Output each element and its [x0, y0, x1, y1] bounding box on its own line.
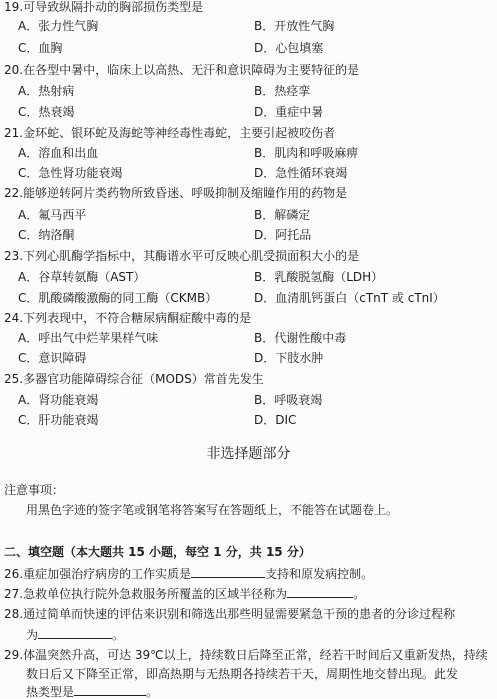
option-d: D．重症中暑 — [254, 105, 324, 119]
option-c: C．肝功能衰竭 — [18, 413, 99, 427]
option-a: A．呼出气中烂苹果样气味 — [18, 331, 159, 345]
option-c: C．肌酸磷酸激酶的同工酶（CKMB） — [18, 291, 218, 305]
option-c: C．急性肾功能衰竭 — [18, 166, 123, 180]
option-a: A．热射病 — [18, 84, 75, 98]
question-number: 19. — [4, 0, 24, 14]
option-b: B．代谢性酸中毒 — [254, 331, 347, 345]
option-d: D．心包填塞 — [254, 41, 324, 55]
question-number: 23. — [4, 249, 24, 263]
option-d: D．阿托品 — [254, 228, 312, 242]
option-d: D．血清肌钙蛋白（cTnT 或 cTnI） — [254, 291, 445, 305]
question-number: 22. — [4, 186, 24, 200]
option-d: D．DIC — [254, 413, 297, 427]
question-stem: 能够逆转阿片类药物所致昏迷、呼吸抑制及缩瞳作用的药物是 — [23, 186, 348, 200]
question-stem: 多器官功能障碍综合征（MODS）常首先发生 — [23, 372, 264, 386]
section-title: 非选择题部分 — [206, 446, 291, 462]
question-number: 27. — [4, 587, 24, 601]
option-b: B．解磷定 — [254, 208, 311, 222]
question-text-after: 。 — [112, 628, 125, 642]
question-text: 重症加强治疗病房的工作实质是 — [23, 567, 192, 581]
question-19 — [4, 0, 203, 14]
question-24 — [4, 311, 251, 325]
option-b: B．呼吸衰竭 — [254, 393, 323, 407]
question-number: 28. — [4, 607, 24, 621]
option-b: B．乳酸脱氢酶（LDH） — [254, 270, 384, 284]
question-stem: 可导致纵隔扑动的胸部损伤类型是 — [23, 0, 204, 14]
answer-blank — [191, 567, 265, 578]
option-c: C．意识障碍 — [18, 351, 87, 365]
part2-title: 二、填空题（本大题共 15 小题，每空 1 分，共 15 分） — [4, 545, 311, 559]
answer-blank — [287, 587, 353, 598]
question-22 — [4, 186, 347, 200]
option-a: A．溶血和出血 — [18, 146, 99, 160]
answer-blank — [38, 628, 112, 639]
question-number: 20. — [4, 63, 24, 77]
option-d: D．急性循环衰竭 — [254, 166, 348, 180]
answer-blank — [74, 685, 146, 696]
option-a: A．谷草转氨酶（AST） — [18, 270, 146, 284]
question-text: 为 — [26, 628, 39, 642]
question-21 — [4, 126, 335, 140]
question-text: 急救单位执行院外急救服务所覆盖的区域半径称为 — [23, 587, 288, 601]
option-c: C．血胸 — [18, 41, 63, 55]
option-a: A．张力性气胸 — [18, 19, 99, 33]
fill-question-29-cont2 — [26, 685, 158, 699]
question-25 — [4, 372, 264, 386]
notice-text: 用黑色字迹的签字笔或钢笔将答案写在答题纸上，不能答在试题卷上。 — [26, 503, 399, 517]
question-number: 24. — [4, 311, 24, 325]
question-stem: 在各型中暑中，临床上以高热、无汗和意识障碍为主要特征的是 — [23, 63, 360, 77]
option-a: A．肾功能衰竭 — [18, 393, 99, 407]
fill-question-29 — [4, 648, 488, 662]
option-d: D．下肢水肿 — [254, 351, 324, 365]
question-stem: 金环蛇、银环蛇及海蛇等神经毒性毒蛇，主要引起被咬伤者 — [23, 126, 336, 140]
question-text: 热类型是 — [26, 685, 75, 699]
fill-question-26 — [4, 567, 373, 581]
question-23 — [4, 249, 359, 263]
option-a: A．氟马西平 — [18, 208, 87, 222]
question-text: 体温突然升高，可达 39℃以上，持续数日后降至正常，经若干时间后又重新发热，持续 — [23, 648, 488, 662]
question-text: 通过简单而快速的评估来识别和筛选出那些明显需要紧急干预的患者的分诊过程称 — [23, 607, 456, 621]
option-c: C．热衰竭 — [18, 105, 75, 119]
question-text-after: 。 — [146, 685, 159, 699]
notice-heading: 注意事项： — [4, 483, 65, 497]
question-number: 21. — [4, 126, 24, 140]
option-b: B．热痉挛 — [254, 84, 311, 98]
option-b: B．开放性气胸 — [254, 19, 335, 33]
fill-question-27 — [4, 587, 365, 601]
option-b: B．肌肉和呼吸麻痹 — [254, 146, 359, 160]
fill-question-29-cont: 数日后又下降至正常，即高热期与无热期各持续若干天，周期性地交替出现。此发 — [26, 667, 459, 681]
fill-question-28 — [4, 607, 455, 621]
question-text-after: 。 — [353, 587, 366, 601]
question-stem: 下列表现中，不符合糖尿病酮症酸中毒的是 — [23, 311, 252, 325]
question-number: 26. — [4, 567, 24, 581]
fill-question-28-cont — [26, 628, 124, 642]
question-20 — [4, 63, 359, 77]
question-number: 25. — [4, 372, 24, 386]
question-text-after: 支持和原发病控制。 — [265, 567, 374, 581]
question-number: 29. — [4, 648, 24, 662]
question-stem: 下列心肌酶学指标中，其酶谱水平可反映心肌受损面积大小的是 — [23, 249, 360, 263]
option-c: C．纳洛酮 — [18, 228, 75, 242]
